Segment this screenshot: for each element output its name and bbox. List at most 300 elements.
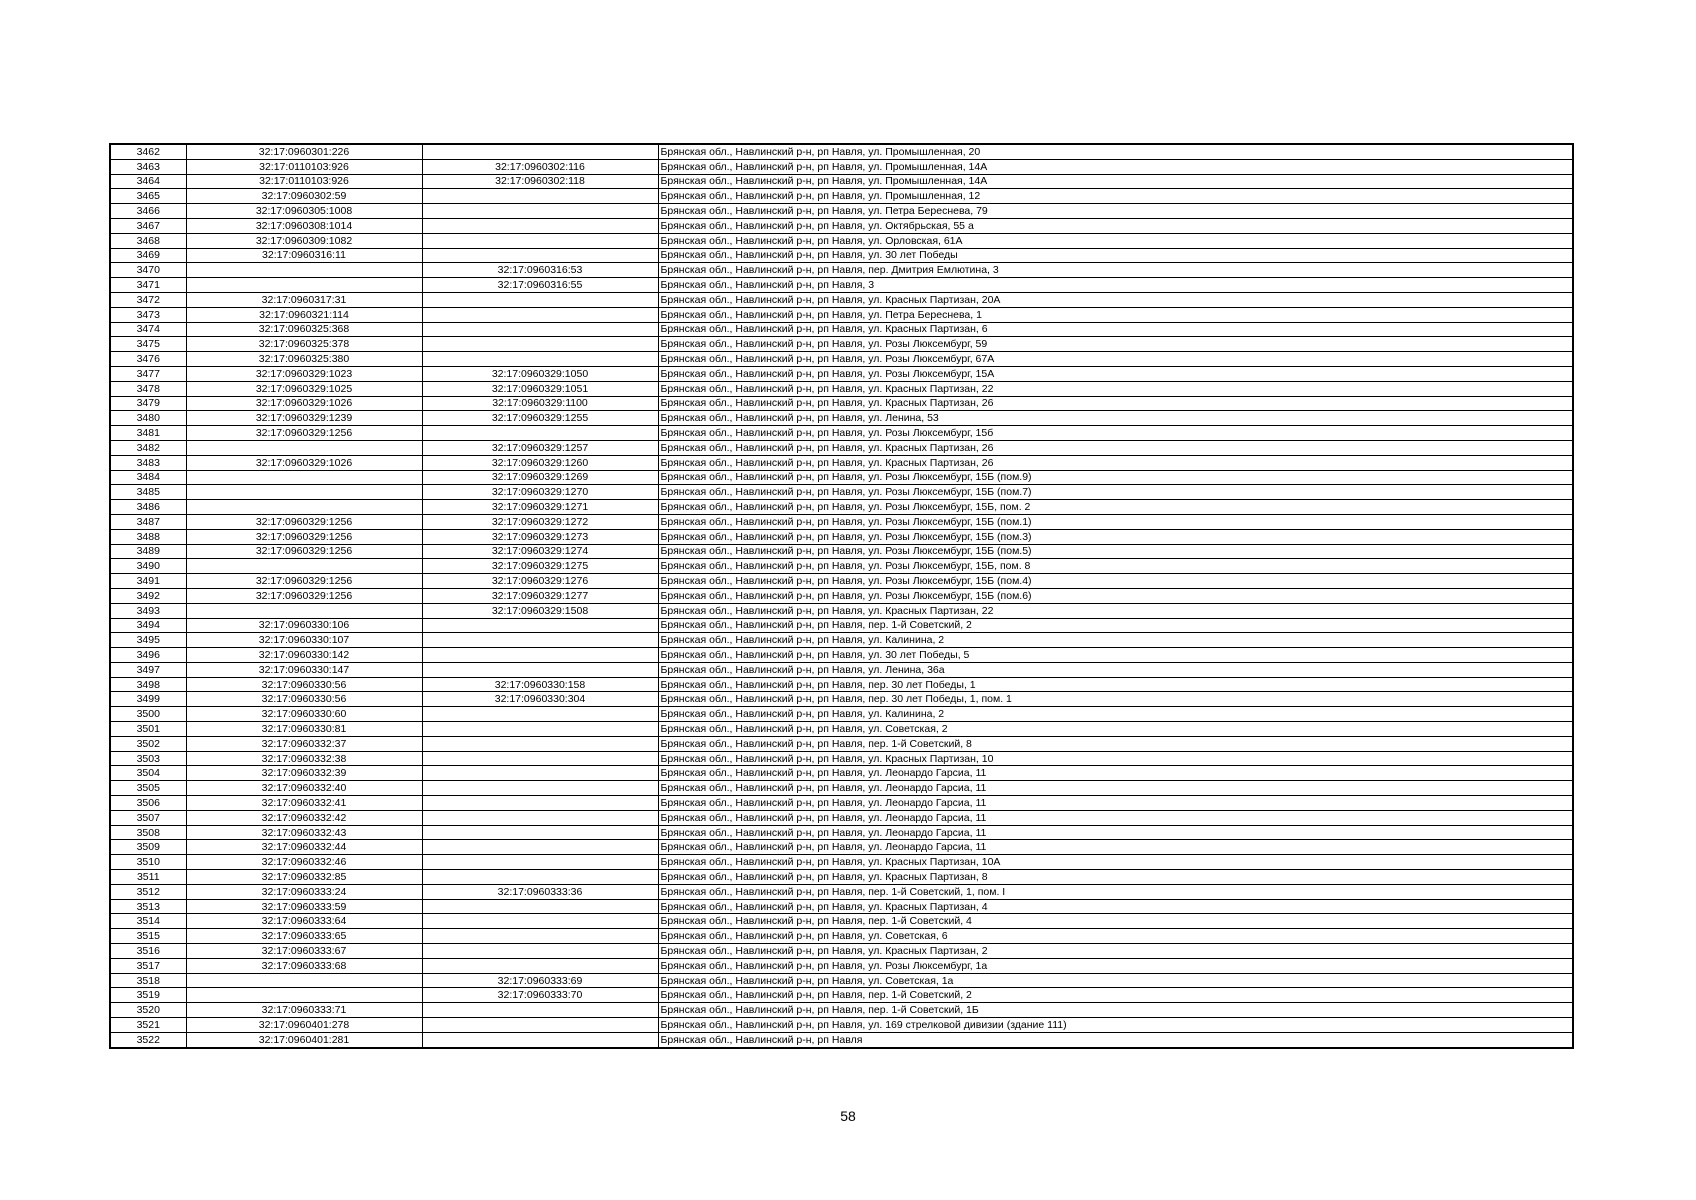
cadastral-number-building: 32:17:0960333:36 — [422, 884, 658, 899]
address: Брянская обл., Навлинский р-н, рп Навля, ул. Леонардо Гарсиа, 11 — [658, 825, 1573, 840]
row-number: 3506 — [110, 796, 186, 811]
table-row — [110, 884, 1573, 899]
address: Брянская обл., Навлинский р-н, рп Навля, ул. Красных Партизан, 22 — [658, 603, 1573, 618]
cadastral-number-building: 32:17:0960329:1051 — [422, 381, 658, 396]
table-row — [110, 470, 1573, 485]
cadastral-number-parcel: 32:17:0960330:56 — [186, 677, 422, 692]
row-number: 3514 — [110, 914, 186, 929]
table-row — [110, 633, 1573, 648]
table-row — [110, 278, 1573, 293]
cadastral-number-building: 32:17:0960329:1272 — [422, 514, 658, 529]
address: Брянская обл., Навлинский р-н, рп Навля, ул. Розы Люксембург, 15Б (пом.5) — [658, 544, 1573, 559]
table-row — [110, 1018, 1573, 1033]
cadastral-number-parcel — [186, 973, 422, 988]
table-row — [110, 929, 1573, 944]
cadastral-number-parcel: 32:17:0960329:1256 — [186, 529, 422, 544]
cadastral-number-parcel — [186, 470, 422, 485]
cadastral-number-building — [422, 662, 658, 677]
row-number: 3469 — [110, 248, 186, 263]
row-number: 3462 — [110, 144, 186, 159]
row-number: 3483 — [110, 455, 186, 470]
address: Брянская обл., Навлинский р-н, рп Навля, ул. Петра Береснева, 1 — [658, 307, 1573, 322]
cadastral-number-building — [422, 1003, 658, 1018]
address: Брянская обл., Навлинский р-н, рп Навля, ул. Октябрьская, 55 а — [658, 218, 1573, 233]
table-row — [110, 411, 1573, 426]
address: Брянская обл., Навлинский р-н, рп Навля, 3 — [658, 278, 1573, 293]
address: Брянская обл., Навлинский р-н, рп Навля, ул. Розы Люксембург, 15Б (пом.6) — [658, 588, 1573, 603]
table-row — [110, 899, 1573, 914]
table-row — [110, 559, 1573, 574]
cadastral-number-building — [422, 144, 658, 159]
address: Брянская обл., Навлинский р-н, рп Навля, ул. Розы Люксембург, 15А — [658, 366, 1573, 381]
address: Брянская обл., Навлинский р-н, рп Навля, ул. Леонардо Гарсиа, 11 — [658, 766, 1573, 781]
cadastral-number-parcel: 32:17:0960301:226 — [186, 144, 422, 159]
cadastral-number-building — [422, 810, 658, 825]
address: Брянская обл., Навлинский р-н, рп Навля, ул. Орловская, 61А — [658, 233, 1573, 248]
row-number: 3516 — [110, 944, 186, 959]
address: Брянская обл., Навлинский р-н, рп Навля, ул. Розы Люксембург, 15б — [658, 426, 1573, 441]
table-row — [110, 722, 1573, 737]
cadastral-number-parcel: 32:17:0960321:114 — [186, 307, 422, 322]
table-row — [110, 544, 1573, 559]
address: Брянская обл., Навлинский р-н, рп Навля, ул. Розы Люксембург, 15Б (пом.3) — [658, 529, 1573, 544]
address: Брянская обл., Навлинский р-н, рп Навля, ул. Красных Партизан, 2 — [658, 944, 1573, 959]
cadastral-number-parcel — [186, 440, 422, 455]
table-row — [110, 840, 1573, 855]
cadastral-number-building: 32:17:0960329:1277 — [422, 588, 658, 603]
table-row — [110, 618, 1573, 633]
cadastral-number-building: 32:17:0960302:118 — [422, 174, 658, 189]
table-row — [110, 204, 1573, 219]
table-row — [110, 263, 1573, 278]
row-number: 3465 — [110, 189, 186, 204]
cadastral-number-parcel: 32:17:0960333:59 — [186, 899, 422, 914]
address: Брянская обл., Навлинский р-н, рп Навля, ул. Красных Партизан, 10А — [658, 855, 1573, 870]
row-number: 3468 — [110, 233, 186, 248]
address: Брянская обл., Навлинский р-н, рп Навля, ул. Розы Люксембург, 15Б (пом.4) — [658, 574, 1573, 589]
cadastral-number-parcel: 32:17:0960317:31 — [186, 292, 422, 307]
table-row — [110, 692, 1573, 707]
table-row — [110, 485, 1573, 500]
cadastral-number-parcel — [186, 988, 422, 1003]
address: Брянская обл., Навлинский р-н, рп Навля, ул. Красных Партизан, 6 — [658, 322, 1573, 337]
cadastral-number-building: 32:17:0960316:55 — [422, 278, 658, 293]
cadastral-number-building — [422, 958, 658, 973]
row-number: 3484 — [110, 470, 186, 485]
row-number: 3476 — [110, 352, 186, 367]
row-number: 3479 — [110, 396, 186, 411]
address: Брянская обл., Навлинский р-н, рп Навля, ул. Красных Партизан, 26 — [658, 396, 1573, 411]
cadastral-number-parcel: 32:17:0960330:81 — [186, 722, 422, 737]
row-number: 3500 — [110, 707, 186, 722]
address: Брянская обл., Навлинский р-н, рп Навля, ул. Розы Люксембург, 1а — [658, 958, 1573, 973]
cadastral-number-parcel: 32:17:0960329:1256 — [186, 426, 422, 441]
address: Брянская обл., Навлинский р-н, рп Навля, ул. Советская, 2 — [658, 722, 1573, 737]
address: Брянская обл., Навлинский р-н, рп Навля, ул. Промышленная, 20 — [658, 144, 1573, 159]
cadastral-number-building — [422, 766, 658, 781]
row-number: 3475 — [110, 337, 186, 352]
table-row — [110, 455, 1573, 470]
row-number: 3478 — [110, 381, 186, 396]
table-row — [110, 440, 1573, 455]
row-number: 3503 — [110, 751, 186, 766]
cadastral-number-building — [422, 825, 658, 840]
cadastral-number-building — [422, 1018, 658, 1033]
address: Брянская обл., Навлинский р-н, рп Навля, ул. Розы Люксембург, 15Б (пом.9) — [658, 470, 1573, 485]
cadastral-table — [109, 143, 1574, 1049]
cadastral-number-parcel: 32:17:0960333:67 — [186, 944, 422, 959]
row-number: 3508 — [110, 825, 186, 840]
row-number: 3512 — [110, 884, 186, 899]
cadastral-number-building — [422, 248, 658, 263]
address: Брянская обл., Навлинский р-н, рп Навля, ул. Розы Люксембург, 59 — [658, 337, 1573, 352]
cadastral-number-building: 32:17:0960329:1255 — [422, 411, 658, 426]
row-number: 3488 — [110, 529, 186, 544]
row-number: 3499 — [110, 692, 186, 707]
row-number: 3477 — [110, 366, 186, 381]
cadastral-number-parcel: 32:17:0960325:380 — [186, 352, 422, 367]
cadastral-number-building: 32:17:0960329:1260 — [422, 455, 658, 470]
address: Брянская обл., Навлинский р-н, рп Навля, ул. Петра Береснева, 79 — [658, 204, 1573, 219]
table-row — [110, 529, 1573, 544]
address: Брянская обл., Навлинский р-н, рп Навля, ул. Красных Партизан, 22 — [658, 381, 1573, 396]
row-number: 3492 — [110, 588, 186, 603]
cadastral-number-parcel: 32:17:0960330:147 — [186, 662, 422, 677]
row-number: 3493 — [110, 603, 186, 618]
address: Брянская обл., Навлинский р-н, рп Навля, ул. Розы Люксембург, 15Б, пом. 2 — [658, 500, 1573, 515]
cadastral-number-building: 32:17:0960302:116 — [422, 159, 658, 174]
cadastral-number-parcel: 32:17:0960302:59 — [186, 189, 422, 204]
address: Брянская обл., Навлинский р-н, рп Навля — [658, 1032, 1573, 1047]
address: Брянская обл., Навлинский р-н, рп Навля, пер. 1-й Советский, 1, пом. I — [658, 884, 1573, 899]
cadastral-number-parcel: 32:17:0110103:926 — [186, 159, 422, 174]
address: Брянская обл., Навлинский р-н, рп Навля, ул. Красных Партизан, 8 — [658, 870, 1573, 885]
table-row — [110, 307, 1573, 322]
table-row — [110, 973, 1573, 988]
row-number: 3505 — [110, 781, 186, 796]
address: Брянская обл., Навлинский р-н, рп Навля, ул. 30 лет Победы, 5 — [658, 648, 1573, 663]
cadastral-number-building — [422, 307, 658, 322]
cadastral-number-parcel: 32:17:0960332:85 — [186, 870, 422, 885]
address: Брянская обл., Навлинский р-н, рп Навля, пер. Дмитрия Емлютина, 3 — [658, 263, 1573, 278]
cadastral-number-building — [422, 233, 658, 248]
row-number: 3482 — [110, 440, 186, 455]
cadastral-number-building — [422, 914, 658, 929]
table-row — [110, 988, 1573, 1003]
table-row — [110, 781, 1573, 796]
row-number: 3502 — [110, 736, 186, 751]
cadastral-number-parcel — [186, 278, 422, 293]
cadastral-number-parcel: 32:17:0960332:43 — [186, 825, 422, 840]
row-number: 3487 — [110, 514, 186, 529]
table-row — [110, 381, 1573, 396]
cadastral-number-parcel: 32:17:0960332:42 — [186, 810, 422, 825]
row-number: 3491 — [110, 574, 186, 589]
cadastral-number-building — [422, 618, 658, 633]
row-number: 3518 — [110, 973, 186, 988]
cadastral-number-building — [422, 189, 658, 204]
cadastral-number-building — [422, 204, 658, 219]
address: Брянская обл., Навлинский р-н, рп Навля, ул. Калинина, 2 — [658, 707, 1573, 722]
cadastral-number-parcel — [186, 603, 422, 618]
cadastral-number-building — [422, 707, 658, 722]
row-number: 3513 — [110, 899, 186, 914]
table-row — [110, 588, 1573, 603]
cadastral-number-parcel: 32:17:0960329:1239 — [186, 411, 422, 426]
row-number: 3498 — [110, 677, 186, 692]
cadastral-number-building: 32:17:0960329:1100 — [422, 396, 658, 411]
row-number: 3472 — [110, 292, 186, 307]
address: Брянская обл., Навлинский р-н, рп Навля, ул. Промышленная, 14А — [658, 174, 1573, 189]
cadastral-number-building — [422, 648, 658, 663]
cadastral-number-parcel: 32:17:0960332:46 — [186, 855, 422, 870]
row-number: 3490 — [110, 559, 186, 574]
cadastral-number-building — [422, 722, 658, 737]
cadastral-number-parcel: 32:17:0960330:106 — [186, 618, 422, 633]
row-number: 3520 — [110, 1003, 186, 1018]
address: Брянская обл., Навлинский р-н, рп Навля, пер. 1-й Советский, 1Б — [658, 1003, 1573, 1018]
cadastral-number-building — [422, 855, 658, 870]
cadastral-number-parcel: 32:17:0960401:281 — [186, 1032, 422, 1047]
address: Брянская обл., Навлинский р-н, рп Навля, пер. 1-й Советский, 8 — [658, 736, 1573, 751]
table-row — [110, 218, 1573, 233]
table-row — [110, 159, 1573, 174]
cadastral-number-parcel: 32:17:0960329:1026 — [186, 396, 422, 411]
address: Брянская обл., Навлинский р-н, рп Навля, ул. Розы Люксембург, 15Б (пом.1) — [658, 514, 1573, 529]
cadastral-number-parcel — [186, 485, 422, 500]
table-row — [110, 707, 1573, 722]
cadastral-number-building — [422, 337, 658, 352]
cadastral-number-building — [422, 899, 658, 914]
table-row — [110, 870, 1573, 885]
cadastral-number-parcel: 32:17:0960330:107 — [186, 633, 422, 648]
cadastral-number-parcel: 32:17:0960330:60 — [186, 707, 422, 722]
cadastral-number-parcel: 32:17:0960309:1082 — [186, 233, 422, 248]
row-number: 3511 — [110, 870, 186, 885]
address: Брянская обл., Навлинский р-н, рп Навля, ул. Красных Партизан, 10 — [658, 751, 1573, 766]
row-number: 3501 — [110, 722, 186, 737]
cadastral-number-parcel — [186, 559, 422, 574]
cadastral-number-parcel: 32:17:0960332:44 — [186, 840, 422, 855]
address: Брянская обл., Навлинский р-н, рп Навля, ул. Промышленная, 12 — [658, 189, 1573, 204]
row-number: 3464 — [110, 174, 186, 189]
address: Брянская обл., Навлинский р-н, рп Навля, ул. Розы Люксембург, 67А — [658, 352, 1573, 367]
table-row — [110, 292, 1573, 307]
cadastral-number-building: 32:17:0960333:70 — [422, 988, 658, 1003]
cadastral-number-parcel — [186, 500, 422, 515]
row-number: 3481 — [110, 426, 186, 441]
table-row — [110, 514, 1573, 529]
row-number: 3485 — [110, 485, 186, 500]
cadastral-number-parcel: 32:17:0960332:39 — [186, 766, 422, 781]
row-number: 3486 — [110, 500, 186, 515]
cadastral-number-parcel: 32:17:0960329:1256 — [186, 588, 422, 603]
cadastral-number-parcel: 32:17:0960333:64 — [186, 914, 422, 929]
cadastral-number-building — [422, 796, 658, 811]
table-row — [110, 500, 1573, 515]
cadastral-number-building — [422, 352, 658, 367]
row-number: 3470 — [110, 263, 186, 278]
table-row — [110, 574, 1573, 589]
table-row — [110, 796, 1573, 811]
table-row — [110, 352, 1573, 367]
row-number: 3467 — [110, 218, 186, 233]
row-number: 3509 — [110, 840, 186, 855]
address: Брянская обл., Навлинский р-н, рп Навля, пер. 1-й Советский, 2 — [658, 988, 1573, 1003]
cadastral-number-building: 32:17:0960329:1273 — [422, 529, 658, 544]
cadastral-number-parcel: 32:17:0960401:278 — [186, 1018, 422, 1033]
cadastral-number-parcel: 32:17:0960330:142 — [186, 648, 422, 663]
row-number: 3496 — [110, 648, 186, 663]
address: Брянская обл., Навлинский р-н, рп Навля, ул. Советская, 1а — [658, 973, 1573, 988]
row-number: 3480 — [110, 411, 186, 426]
table-row — [110, 366, 1573, 381]
address: Брянская обл., Навлинский р-н, рп Навля, ул. 169 стрелковой дивизии (здание 111) — [658, 1018, 1573, 1033]
row-number: 3489 — [110, 544, 186, 559]
cadastral-number-parcel: 32:17:0960332:38 — [186, 751, 422, 766]
row-number: 3495 — [110, 633, 186, 648]
row-number: 3521 — [110, 1018, 186, 1033]
table-row — [110, 396, 1573, 411]
cadastral-number-building: 32:17:0960329:1269 — [422, 470, 658, 485]
cadastral-number-building — [422, 322, 658, 337]
table-row — [110, 825, 1573, 840]
table-row — [110, 751, 1573, 766]
cadastral-number-building: 32:17:0960333:69 — [422, 973, 658, 988]
row-number: 3522 — [110, 1032, 186, 1047]
table-row — [110, 1003, 1573, 1018]
table-row — [110, 144, 1573, 159]
address: Брянская обл., Навлинский р-н, рп Навля, ул. Красных Партизан, 20А — [658, 292, 1573, 307]
cadastral-number-building — [422, 929, 658, 944]
cadastral-number-building: 32:17:0960316:53 — [422, 263, 658, 278]
address: Брянская обл., Навлинский р-н, рп Навля, ул. Ленина, 53 — [658, 411, 1573, 426]
address: Брянская обл., Навлинский р-н, рп Навля, ул. Леонардо Гарсиа, 11 — [658, 810, 1573, 825]
cadastral-number-building — [422, 944, 658, 959]
table-row — [110, 248, 1573, 263]
cadastral-number-building — [422, 840, 658, 855]
table-body — [110, 144, 1573, 1048]
table-row — [110, 855, 1573, 870]
cadastral-number-parcel — [186, 263, 422, 278]
address: Брянская обл., Навлинский р-н, рп Навля, ул. Ленина, 36а — [658, 662, 1573, 677]
cadastral-number-building: 32:17:0960329:1270 — [422, 485, 658, 500]
cadastral-number-parcel: 32:17:0960332:40 — [186, 781, 422, 796]
table-row — [110, 337, 1573, 352]
cadastral-number-parcel: 32:17:0960329:1025 — [186, 381, 422, 396]
address: Брянская обл., Навлинский р-н, рп Навля, ул. Советская, 6 — [658, 929, 1573, 944]
cadastral-number-building: 32:17:0960329:1275 — [422, 559, 658, 574]
cadastral-number-building: 32:17:0960330:158 — [422, 677, 658, 692]
row-number: 3507 — [110, 810, 186, 825]
cadastral-number-building: 32:17:0960329:1257 — [422, 440, 658, 455]
row-number: 3471 — [110, 278, 186, 293]
cadastral-number-building — [422, 218, 658, 233]
row-number: 3466 — [110, 204, 186, 219]
cadastral-number-parcel: 32:17:0960305:1008 — [186, 204, 422, 219]
address: Брянская обл., Навлинский р-н, рп Навля, ул. 30 лет Победы — [658, 248, 1573, 263]
address: Брянская обл., Навлинский р-н, рп Навля, пер. 30 лет Победы, 1, пом. 1 — [658, 692, 1573, 707]
address: Брянская обл., Навлинский р-н, рп Навля, ул. Красных Партизан, 26 — [658, 455, 1573, 470]
cadastral-number-parcel: 32:17:0110103:926 — [186, 174, 422, 189]
row-number: 3473 — [110, 307, 186, 322]
row-number: 3510 — [110, 855, 186, 870]
table-row — [110, 322, 1573, 337]
cadastral-number-parcel: 32:17:0960330:56 — [186, 692, 422, 707]
cadastral-number-parcel: 32:17:0960308:1014 — [186, 218, 422, 233]
cadastral-number-parcel: 32:17:0960325:378 — [186, 337, 422, 352]
page-number: 58 — [840, 1108, 856, 1124]
cadastral-number-parcel: 32:17:0960316:11 — [186, 248, 422, 263]
row-number: 3504 — [110, 766, 186, 781]
address: Брянская обл., Навлинский р-н, рп Навля, пер. 30 лет Победы, 1 — [658, 677, 1573, 692]
cadastral-number-building: 32:17:0960329:1508 — [422, 603, 658, 618]
table-row — [110, 603, 1573, 618]
table-row — [110, 648, 1573, 663]
row-number: 3515 — [110, 929, 186, 944]
cadastral-number-building: 32:17:0960329:1276 — [422, 574, 658, 589]
address: Брянская обл., Навлинский р-н, рп Навля, ул. Леонардо Гарсиа, 11 — [658, 840, 1573, 855]
cadastral-number-parcel: 32:17:0960332:41 — [186, 796, 422, 811]
cadastral-number-parcel: 32:17:0960329:1026 — [186, 455, 422, 470]
cadastral-number-building — [422, 781, 658, 796]
cadastral-number-parcel: 32:17:0960329:1256 — [186, 544, 422, 559]
cadastral-number-building: 32:17:0960329:1271 — [422, 500, 658, 515]
address: Брянская обл., Навлинский р-н, рп Навля, пер. 1-й Советский, 4 — [658, 914, 1573, 929]
cadastral-number-building: 32:17:0960329:1274 — [422, 544, 658, 559]
table-row — [110, 677, 1573, 692]
address: Брянская обл., Навлинский р-н, рп Навля, ул. Красных Партизан, 26 — [658, 440, 1573, 455]
cadastral-number-parcel: 32:17:0960333:24 — [186, 884, 422, 899]
cadastral-number-building — [422, 633, 658, 648]
table-row — [110, 662, 1573, 677]
row-number: 3497 — [110, 662, 186, 677]
row-number: 3517 — [110, 958, 186, 973]
address: Брянская обл., Навлинский р-н, рп Навля, пер. 1-й Советский, 2 — [658, 618, 1573, 633]
address: Брянская обл., Навлинский р-н, рп Навля, ул. Промышленная, 14А — [658, 159, 1573, 174]
cadastral-number-building — [422, 751, 658, 766]
cadastral-number-parcel: 32:17:0960333:65 — [186, 929, 422, 944]
cadastral-number-parcel: 32:17:0960329:1023 — [186, 366, 422, 381]
table-row — [110, 944, 1573, 959]
table-row — [110, 810, 1573, 825]
cadastral-number-building — [422, 870, 658, 885]
cadastral-number-building — [422, 736, 658, 751]
table-row — [110, 958, 1573, 973]
row-number: 3519 — [110, 988, 186, 1003]
table-row — [110, 426, 1573, 441]
address: Брянская обл., Навлинский р-н, рп Навля, ул. Розы Люксембург, 15Б (пом.7) — [658, 485, 1573, 500]
cadastral-number-building — [422, 292, 658, 307]
table-row — [110, 766, 1573, 781]
cadastral-number-parcel: 32:17:0960332:37 — [186, 736, 422, 751]
address: Брянская обл., Навлинский р-н, рп Навля, ул. Калинина, 2 — [658, 633, 1573, 648]
cadastral-number-building — [422, 426, 658, 441]
address: Брянская обл., Навлинский р-н, рп Навля, ул. Леонардо Гарсиа, 11 — [658, 796, 1573, 811]
table-row — [110, 233, 1573, 248]
cadastral-number-parcel: 32:17:0960329:1256 — [186, 574, 422, 589]
cadastral-number-building: 32:17:0960329:1050 — [422, 366, 658, 381]
address: Брянская обл., Навлинский р-н, рп Навля, ул. Красных Партизан, 4 — [658, 899, 1573, 914]
row-number: 3463 — [110, 159, 186, 174]
cadastral-number-parcel: 32:17:0960325:368 — [186, 322, 422, 337]
address: Брянская обл., Навлинский р-н, рп Навля, ул. Леонардо Гарсиа, 11 — [658, 781, 1573, 796]
row-number: 3474 — [110, 322, 186, 337]
table-row — [110, 736, 1573, 751]
cadastral-number-parcel: 32:17:0960333:71 — [186, 1003, 422, 1018]
cadastral-number-parcel: 32:17:0960333:68 — [186, 958, 422, 973]
table-row — [110, 174, 1573, 189]
